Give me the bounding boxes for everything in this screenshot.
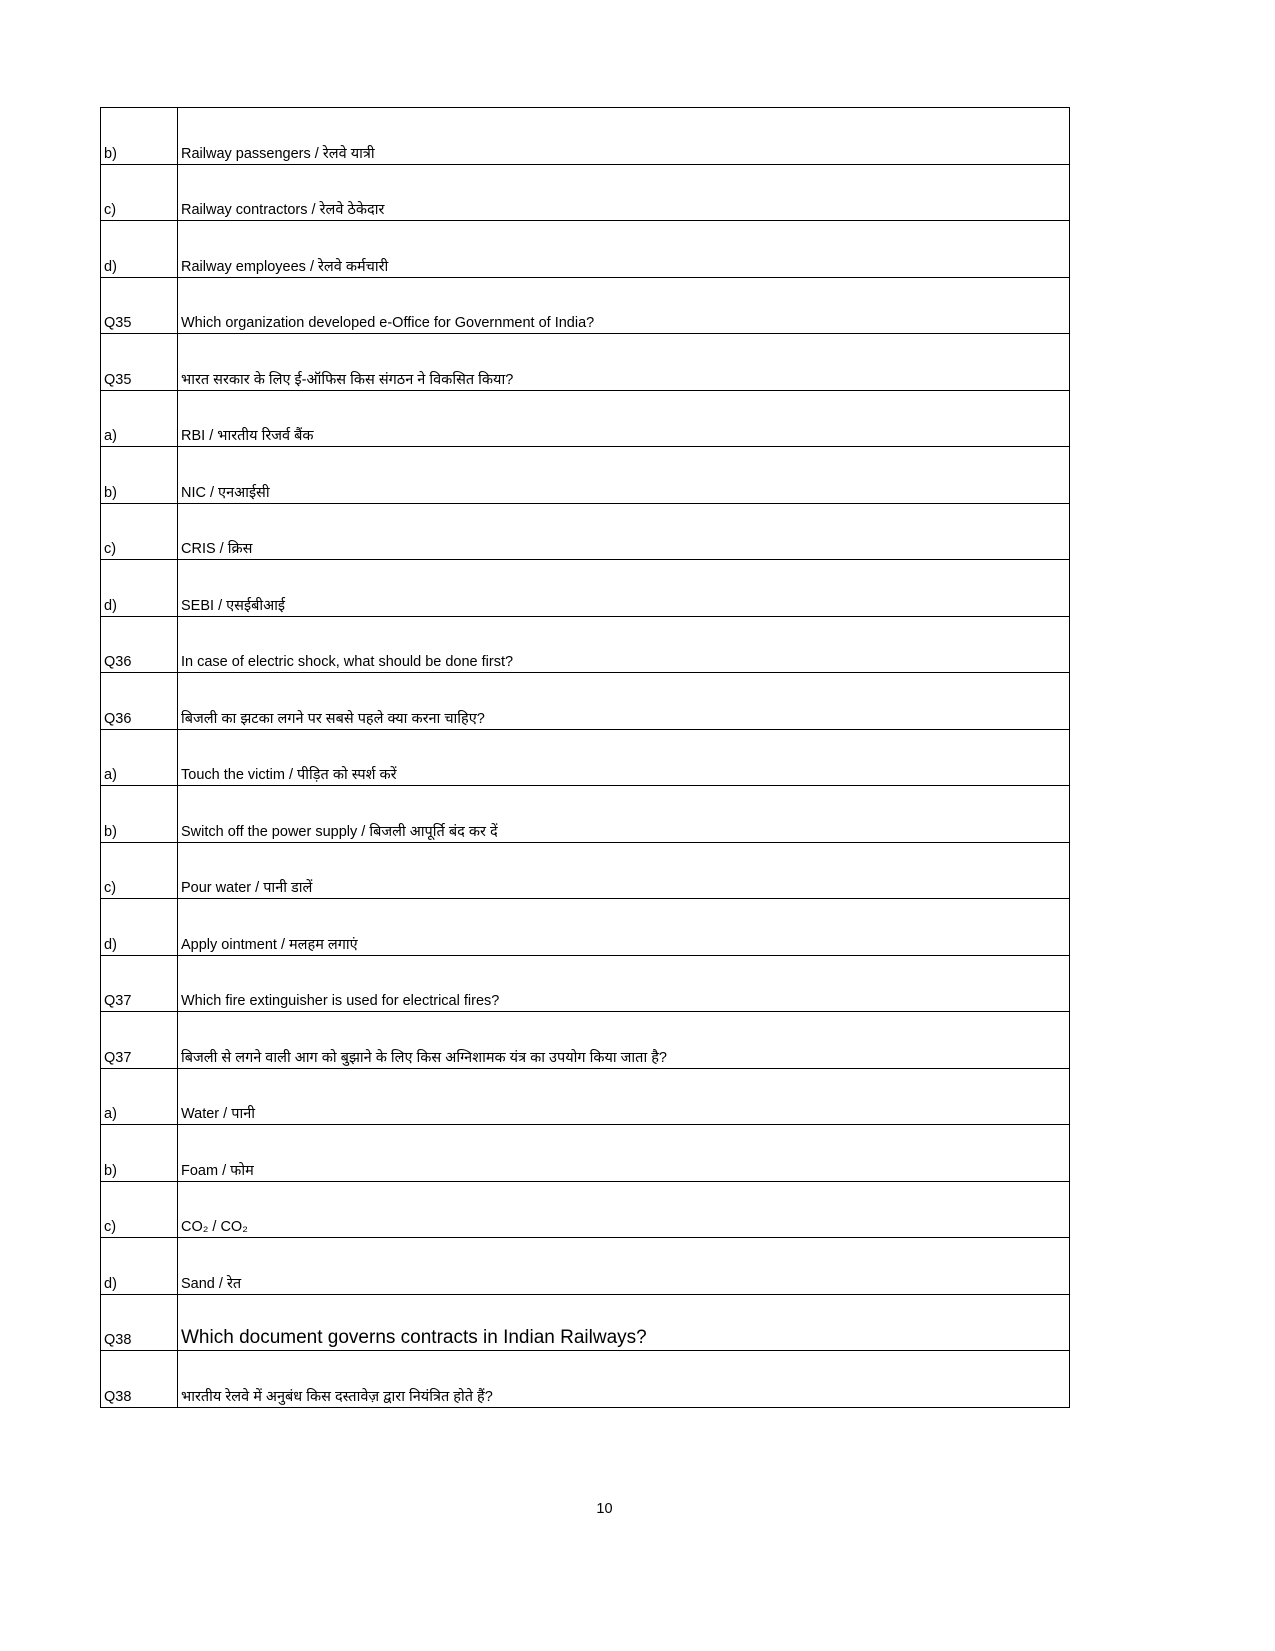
table-row bbox=[101, 1294, 1070, 1351]
row-text: Apply ointment / मलहम लगाएं bbox=[178, 899, 1070, 956]
row-label: d) bbox=[101, 899, 178, 956]
row-label: b) bbox=[101, 108, 178, 165]
row-text: In case of electric shock, what should be done first? bbox=[178, 616, 1070, 673]
row-text: Railway employees / रेलवे कर्मचारी bbox=[178, 221, 1070, 278]
row-label: Q36 bbox=[101, 616, 178, 673]
table-row bbox=[101, 503, 1070, 560]
table-row bbox=[101, 277, 1070, 334]
row-text: CRIS / क्रिस bbox=[178, 503, 1070, 560]
table-row bbox=[101, 447, 1070, 504]
table-row bbox=[101, 1351, 1070, 1408]
table-row bbox=[101, 616, 1070, 673]
row-label: Q35 bbox=[101, 334, 178, 391]
row-label: c) bbox=[101, 164, 178, 221]
table-row bbox=[101, 955, 1070, 1012]
row-label: c) bbox=[101, 503, 178, 560]
row-text: बिजली का झटका लगने पर सबसे पहले क्या करना चाहिए? bbox=[178, 673, 1070, 730]
row-label: d) bbox=[101, 221, 178, 278]
table-row bbox=[101, 334, 1070, 391]
row-text: Sand / रेत bbox=[178, 1238, 1070, 1295]
table-row bbox=[101, 1238, 1070, 1295]
row-label: Q38 bbox=[101, 1351, 178, 1408]
row-label: a) bbox=[101, 1068, 178, 1125]
row-label: d) bbox=[101, 560, 178, 617]
table-row bbox=[101, 729, 1070, 786]
table-row bbox=[101, 786, 1070, 843]
row-text: Pour water / पानी डालें bbox=[178, 842, 1070, 899]
page-number: 10 bbox=[596, 1501, 613, 1517]
table-row bbox=[101, 1125, 1070, 1182]
row-text: Switch off the power supply / बिजली आपूर्ति बंद कर दें bbox=[178, 786, 1070, 843]
row-label: c) bbox=[101, 842, 178, 899]
row-label: Q36 bbox=[101, 673, 178, 730]
table-row bbox=[101, 221, 1070, 278]
table-row bbox=[101, 560, 1070, 617]
row-text: RBI / भारतीय रिजर्व बैंक bbox=[178, 390, 1070, 447]
row-text: भारत सरकार के लिए ई-ऑफिस किस संगठन ने विकसित किया? bbox=[178, 334, 1070, 391]
row-text: Touch the victim / पीड़ित को स्पर्श करें bbox=[178, 729, 1070, 786]
row-text: SEBI / एसईबीआई bbox=[178, 560, 1070, 617]
table-row bbox=[101, 1181, 1070, 1238]
row-text: CO₂ / CO₂ bbox=[178, 1181, 1070, 1238]
table-row bbox=[101, 164, 1070, 221]
table-row bbox=[101, 108, 1070, 165]
table-row bbox=[101, 1068, 1070, 1125]
row-label: b) bbox=[101, 1125, 178, 1182]
row-text: Foam / फोम bbox=[178, 1125, 1070, 1182]
row-label: Q35 bbox=[101, 277, 178, 334]
row-label: c) bbox=[101, 1181, 178, 1238]
row-text: बिजली से लगने वाली आग को बुझाने के लिए किस अग्निशामक यंत्र का उपयोग किया जाता है? bbox=[178, 1012, 1070, 1069]
row-label: b) bbox=[101, 447, 178, 504]
row-text: NIC / एनआईसी bbox=[178, 447, 1070, 504]
row-text: Which document governs contracts in Indian Railways? bbox=[178, 1294, 1070, 1351]
row-label: d) bbox=[101, 1238, 178, 1295]
row-label: a) bbox=[101, 390, 178, 447]
row-text: Which fire extinguisher is used for electrical fires? bbox=[178, 955, 1070, 1012]
question-table bbox=[100, 107, 1070, 1408]
row-label: Q37 bbox=[101, 955, 178, 1012]
table-row bbox=[101, 1012, 1070, 1069]
table-row bbox=[101, 390, 1070, 447]
table-row bbox=[101, 673, 1070, 730]
row-label: Q37 bbox=[101, 1012, 178, 1069]
row-text: Water / पानी bbox=[178, 1068, 1070, 1125]
row-label: a) bbox=[101, 729, 178, 786]
row-label: b) bbox=[101, 786, 178, 843]
row-text: Railway passengers / रेलवे यात्री bbox=[178, 108, 1070, 165]
row-text: Railway contractors / रेलवे ठेकेदार bbox=[178, 164, 1070, 221]
row-text: Which organization developed e-Office for Government of India? bbox=[178, 277, 1070, 334]
row-label: Q38 bbox=[101, 1294, 178, 1351]
table-row bbox=[101, 899, 1070, 956]
row-text: भारतीय रेलवे में अनुबंध किस दस्तावेज़ द्वारा नियंत्रित होते हैं? bbox=[178, 1351, 1070, 1408]
table-row bbox=[101, 842, 1070, 899]
